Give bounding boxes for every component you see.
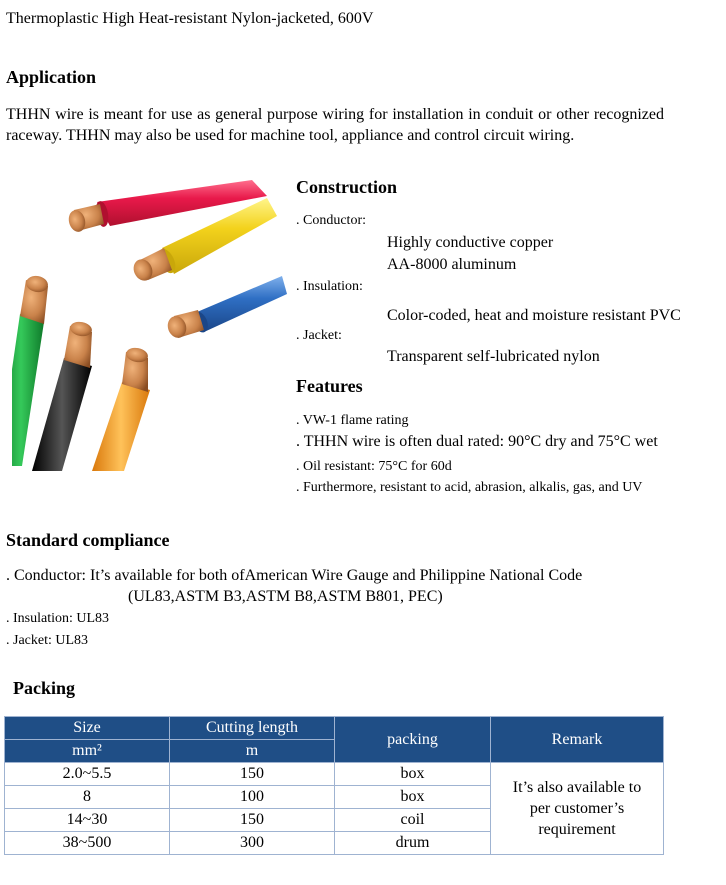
- cell-size: 2.0~5.5: [5, 763, 170, 786]
- thhn-wire-image: [12, 176, 287, 471]
- cell-packing: drum: [335, 832, 491, 855]
- standard-conductor: . Conductor: It’s available for both ofAmerican Wire Gauge and Philippine National Code: [6, 567, 583, 584]
- cell-length: 150: [170, 763, 335, 786]
- cell-size: 38~500: [5, 832, 170, 855]
- jacket-label: . Jacket:: [296, 328, 342, 343]
- cell-length: 300: [170, 832, 335, 855]
- feature-item: . Oil resistant: 75°C for 60d: [296, 459, 452, 474]
- conductor-value-copper: Highly conductive copper: [387, 234, 554, 251]
- col-header-cutting-unit: m: [170, 740, 335, 763]
- remark-line: It’s also available to: [512, 779, 642, 796]
- conductor-label: . Conductor:: [296, 213, 366, 228]
- packing-table: [4, 716, 664, 855]
- standard-jacket: . Jacket: UL83: [6, 633, 89, 648]
- standard-conductor-codes: (UL83,ASTM B3,ASTM B8,ASTM B801, PEC): [128, 588, 443, 605]
- feature-item: . THHN wire is often dual rated: 90°C dry and 75°C wet: [296, 433, 658, 450]
- cell-length: 100: [170, 786, 335, 809]
- features-heading: Features: [296, 376, 363, 396]
- table-row: [5, 763, 664, 786]
- cell-packing: box: [335, 763, 491, 786]
- black-wire-icon: [32, 320, 93, 471]
- standard-heading: Standard compliance: [6, 530, 170, 550]
- conductor-value-aluminum: AA-8000 aluminum: [387, 256, 517, 273]
- standard-insulation: . Insulation: UL83: [6, 611, 110, 626]
- col-header-size-unit: mm²: [5, 740, 170, 763]
- feature-item: . VW-1 flame rating: [296, 413, 409, 428]
- cell-size: 8: [5, 786, 170, 809]
- cell-packing: coil: [335, 809, 491, 832]
- feature-item: . Furthermore, resistant to acid, abrasion, alkalis, gas, and UV: [296, 480, 643, 495]
- insulation-label: . Insulation:: [296, 279, 363, 294]
- application-paragraph: THHN wire is meant for use as general purpose wiring for installation in conduit or other recognized raceway. THHN may also be used for machine tool, appliance and control circuit wiring.: [6, 106, 664, 144]
- remark-line: per customer’s: [529, 800, 625, 817]
- packing-heading: Packing: [13, 678, 76, 698]
- cell-remark: [491, 763, 664, 855]
- construction-heading: Construction: [296, 177, 398, 197]
- page-subtitle: Thermoplastic High Heat-resistant Nylon-jacketed, 600V: [6, 10, 374, 27]
- remark-line: requirement: [538, 821, 616, 838]
- col-header-cutting-length: Cutting length: [170, 717, 335, 740]
- cell-packing: box: [335, 786, 491, 809]
- cell-length: 150: [170, 809, 335, 832]
- jacket-value: Transparent self-lubricated nylon: [387, 348, 600, 365]
- application-heading: Application: [6, 67, 97, 87]
- col-header-remark: Remark: [491, 717, 664, 763]
- cell-size: 14~30: [5, 809, 170, 832]
- insulation-value: Color-coded, heat and moisture resistant PVC: [387, 307, 681, 324]
- orange-wire-icon: [92, 346, 150, 471]
- blue-wire-icon: [165, 276, 287, 340]
- col-header-size: Size: [5, 717, 170, 740]
- col-header-packing: packing: [335, 717, 491, 763]
